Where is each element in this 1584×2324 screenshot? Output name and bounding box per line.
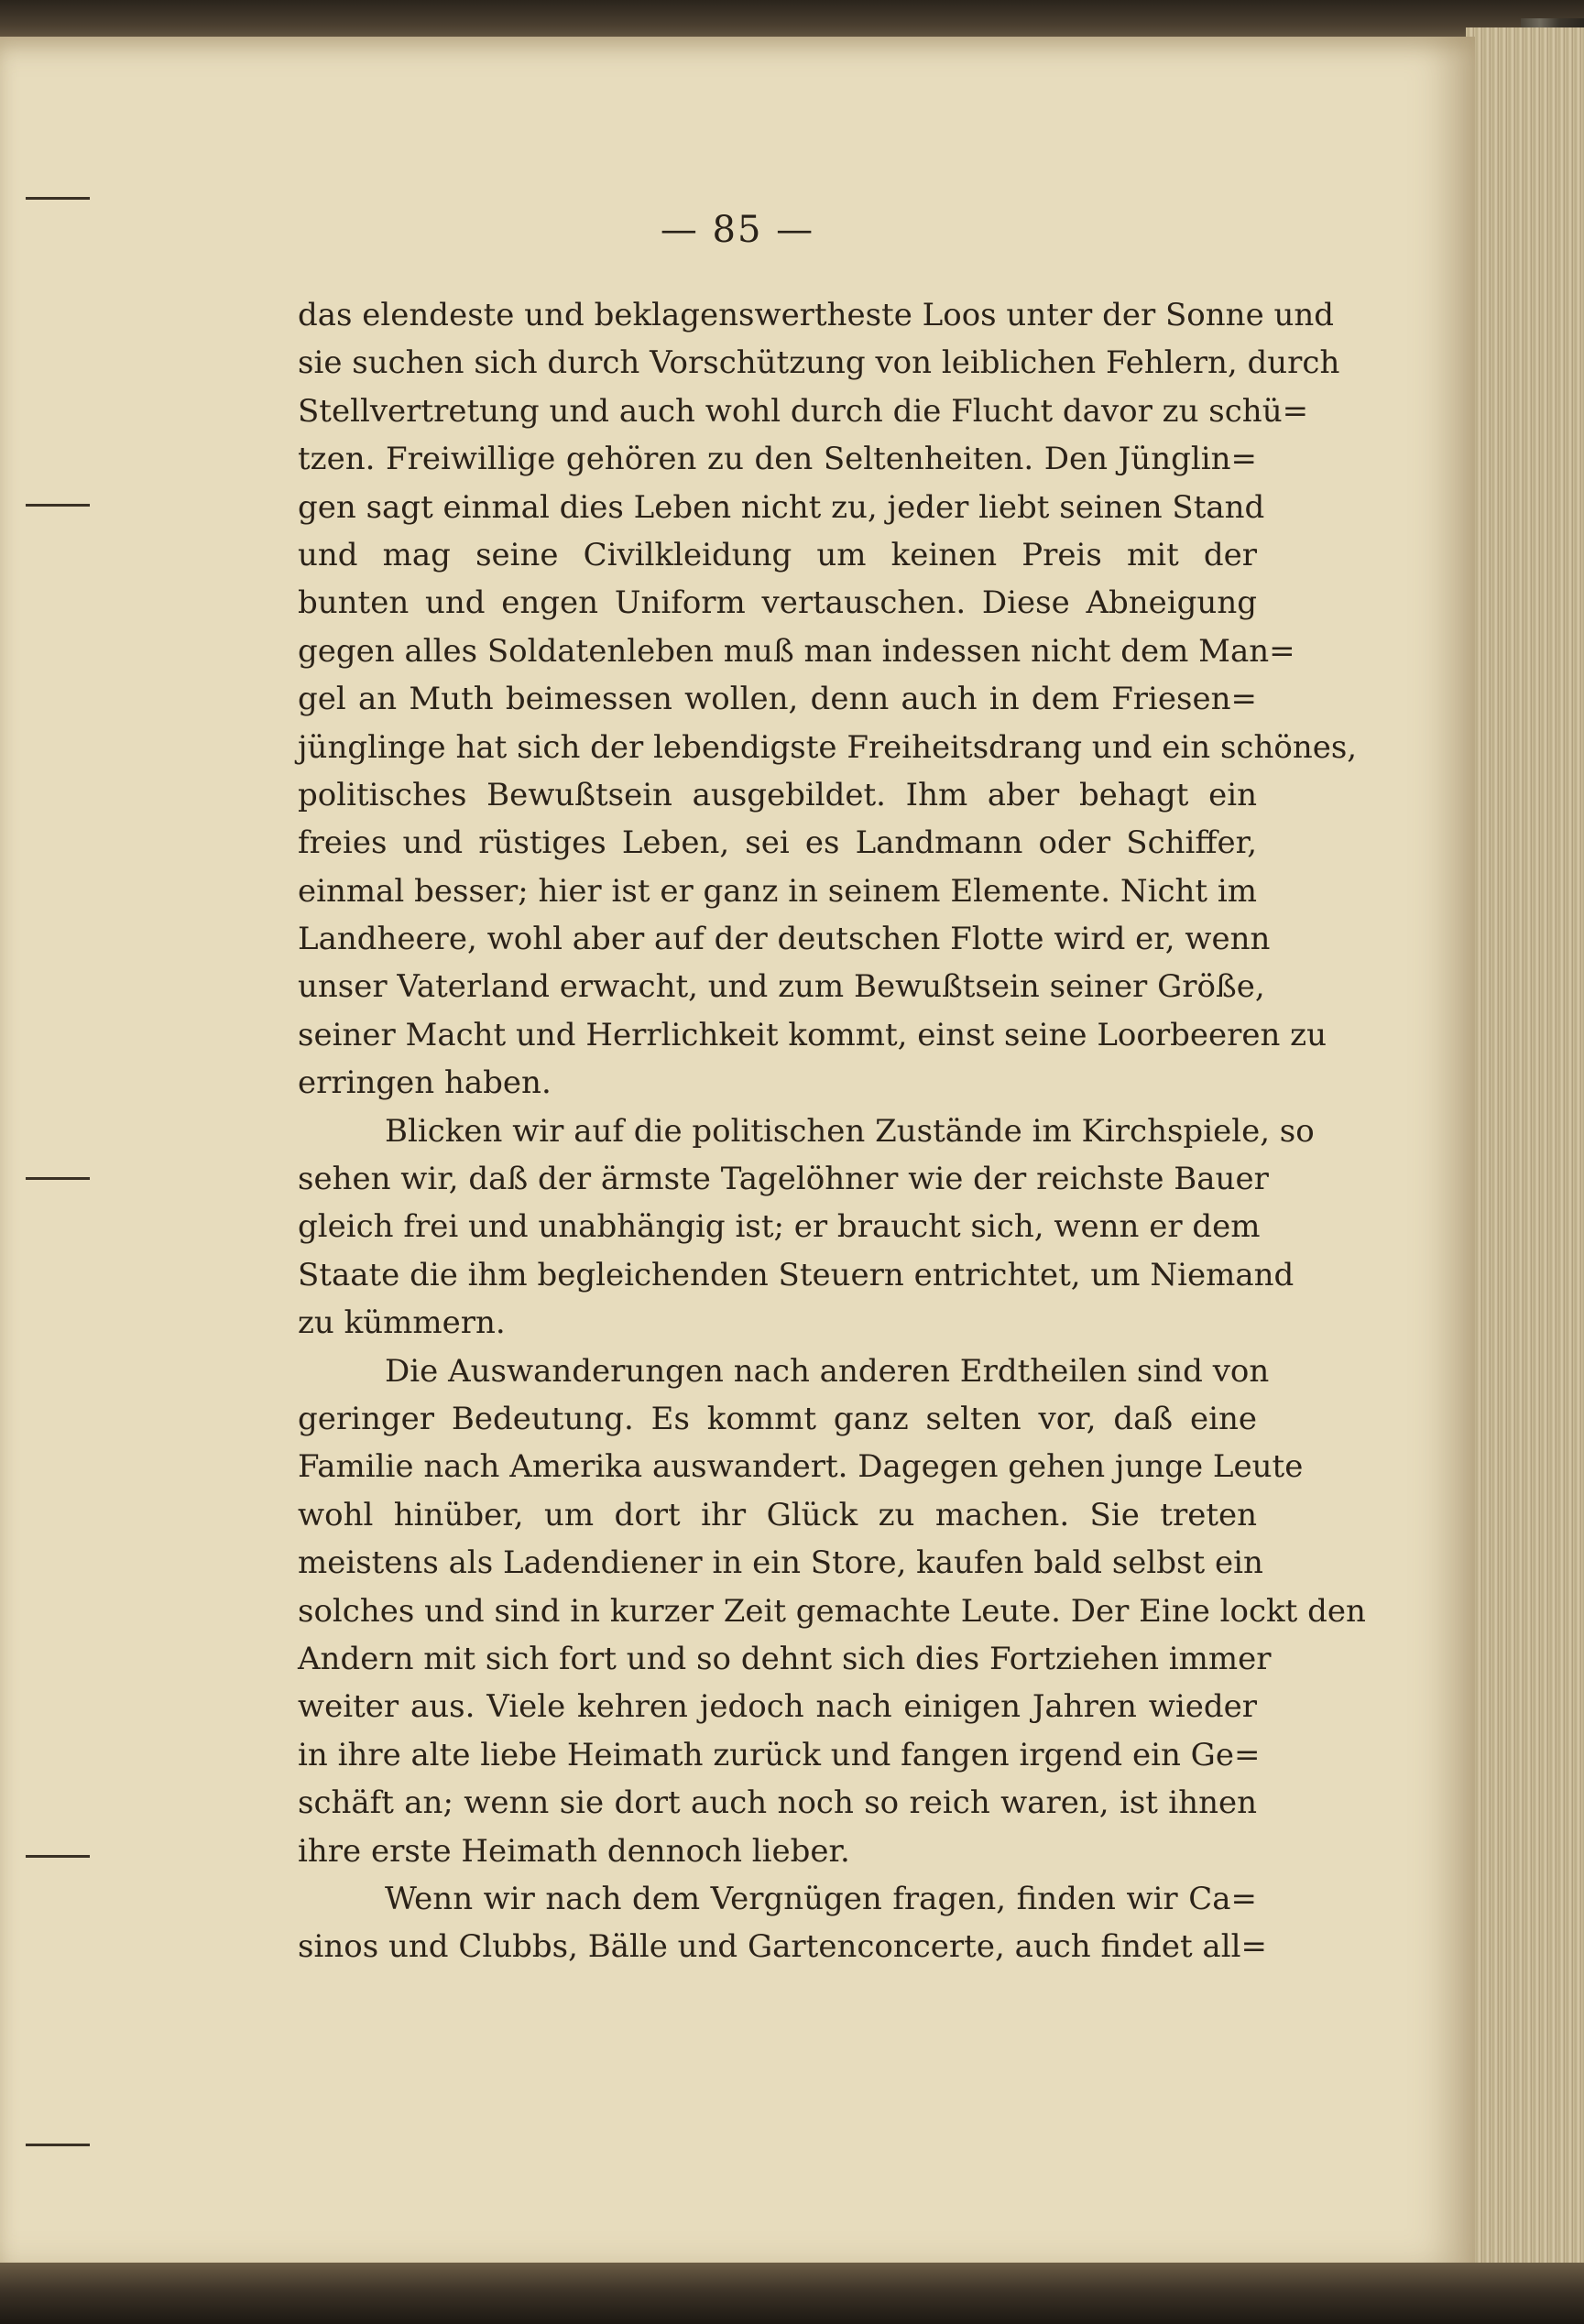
- text-line: ihre erste Heimath dennoch lieber.: [298, 1832, 850, 1870]
- text-line: das elendeste und beklagenswertheste Loos unter der Sonne und: [298, 297, 1335, 333]
- text-line: erringen haben.: [298, 1064, 552, 1102]
- text-line: Landheere, wohl aber auf der deutschen Flotte wird er, wenn: [298, 921, 1271, 958]
- text-line: gel an Muth beimessen wollen, denn auch in dem Friesen=: [298, 681, 1257, 718]
- binding-stitch-mark: [26, 2144, 90, 2146]
- text-line: Familie nach Amerika auswandert. Dagegen gehen junge Leute: [298, 1448, 1304, 1486]
- binding-stitch-mark: [26, 1855, 90, 1858]
- text-line: wohl hinüber, um dort ihr Glück zu machen. Sie treten: [298, 1496, 1257, 1533]
- text-line: solches und sind in kurzer Zeit gemachte Leute. Der Eine lockt den: [298, 1592, 1366, 1630]
- text-line: politisches Bewußtsein ausgebildet. Ihm aber behagt ein: [298, 776, 1257, 813]
- binding-stitch-mark: [26, 504, 90, 507]
- binding-stitch-mark: [26, 197, 90, 200]
- text-line: schäft an; wenn sie dort auch noch so reich waren, ist ihnen: [298, 1784, 1257, 1822]
- text-line: und mag seine Civilkleidung um keinen Preis mit der: [298, 536, 1257, 573]
- text-line: geringer Bedeutung. Es kommt ganz selten vor, daß eine: [298, 1400, 1257, 1437]
- text-line: tzen. Freiwillige gehören zu den Seltenheiten. Den Jünglin=: [298, 441, 1257, 478]
- page-number: — 85 —: [660, 209, 815, 251]
- text-line: sie suchen sich durch Vorschützung von leiblichen Fehlern, durch: [298, 344, 1340, 382]
- text-line: Andern mit sich fort und so dehnt sich dies Fortziehen immer: [298, 1640, 1272, 1677]
- body-text: [298, 291, 1366, 1971]
- text-line: jünglinge hat sich der lebendigste Freiheitsdrang und ein schönes,: [298, 728, 1358, 766]
- text-line: Die Auswanderungen nach anderen Erdtheilen sind von: [385, 1352, 1270, 1390]
- text-line: zu kümmern.: [298, 1304, 506, 1342]
- text-line: Blicken wir auf die politischen Zustände im Kirchspiele, so: [385, 1112, 1315, 1150]
- text-line: unser Vaterland erwacht, und zum Bewußtsein seiner Größe,: [298, 968, 1265, 1006]
- book-bottom-edge: [0, 2263, 1584, 2324]
- text-line: meistens als Ladendiener in ein Store, kaufen bald selbst ein: [298, 1544, 1263, 1582]
- binding-stitch-mark: [26, 1177, 90, 1180]
- text-line: sinos und Clubbs, Bälle und Gartenconcerte, auch findet all=: [298, 1928, 1267, 1966]
- text-line: sehen wir, daß der ärmste Tagelöhner wie der reichste Bauer: [298, 1161, 1269, 1198]
- text-line: freies und rüstiges Leben, sei es Landmann oder Schiffer,: [298, 824, 1257, 862]
- text-line: Staate die ihm begleichenden Steuern entrichtet, um Niemand: [298, 1256, 1295, 1293]
- text-line: weiter aus. Viele kehren jedoch nach einigen Jahren wieder: [298, 1688, 1257, 1726]
- text-line: Stellvertretung und auch wohl durch die Flucht davor zu schü=: [298, 392, 1309, 430]
- text-line: gleich frei und unabhängig ist; er braucht sich, wenn er dem: [298, 1208, 1261, 1246]
- text-line: bunten und engen Uniform vertauschen. Diese Abneigung: [298, 584, 1257, 622]
- text-line: gen sagt einmal dies Leben nicht zu, jeder liebt seinen Stand: [298, 488, 1265, 526]
- text-line: einmal besser; hier ist er ganz in seinem Elemente. Nicht im: [298, 872, 1257, 910]
- page-fore-edge: [1466, 27, 1584, 2281]
- text-line: gegen alles Soldatenleben muß man indessen nicht dem Man=: [298, 632, 1295, 670]
- text-line: seiner Macht und Herrlichkeit kommt, einst seine Loorbeeren zu: [298, 1016, 1327, 1053]
- text-line: Wenn wir nach dem Vergnügen fragen, finden wir Ca=: [385, 1880, 1257, 1917]
- text-line: in ihre alte liebe Heimath zurück und fangen irgend ein Ge=: [298, 1736, 1261, 1773]
